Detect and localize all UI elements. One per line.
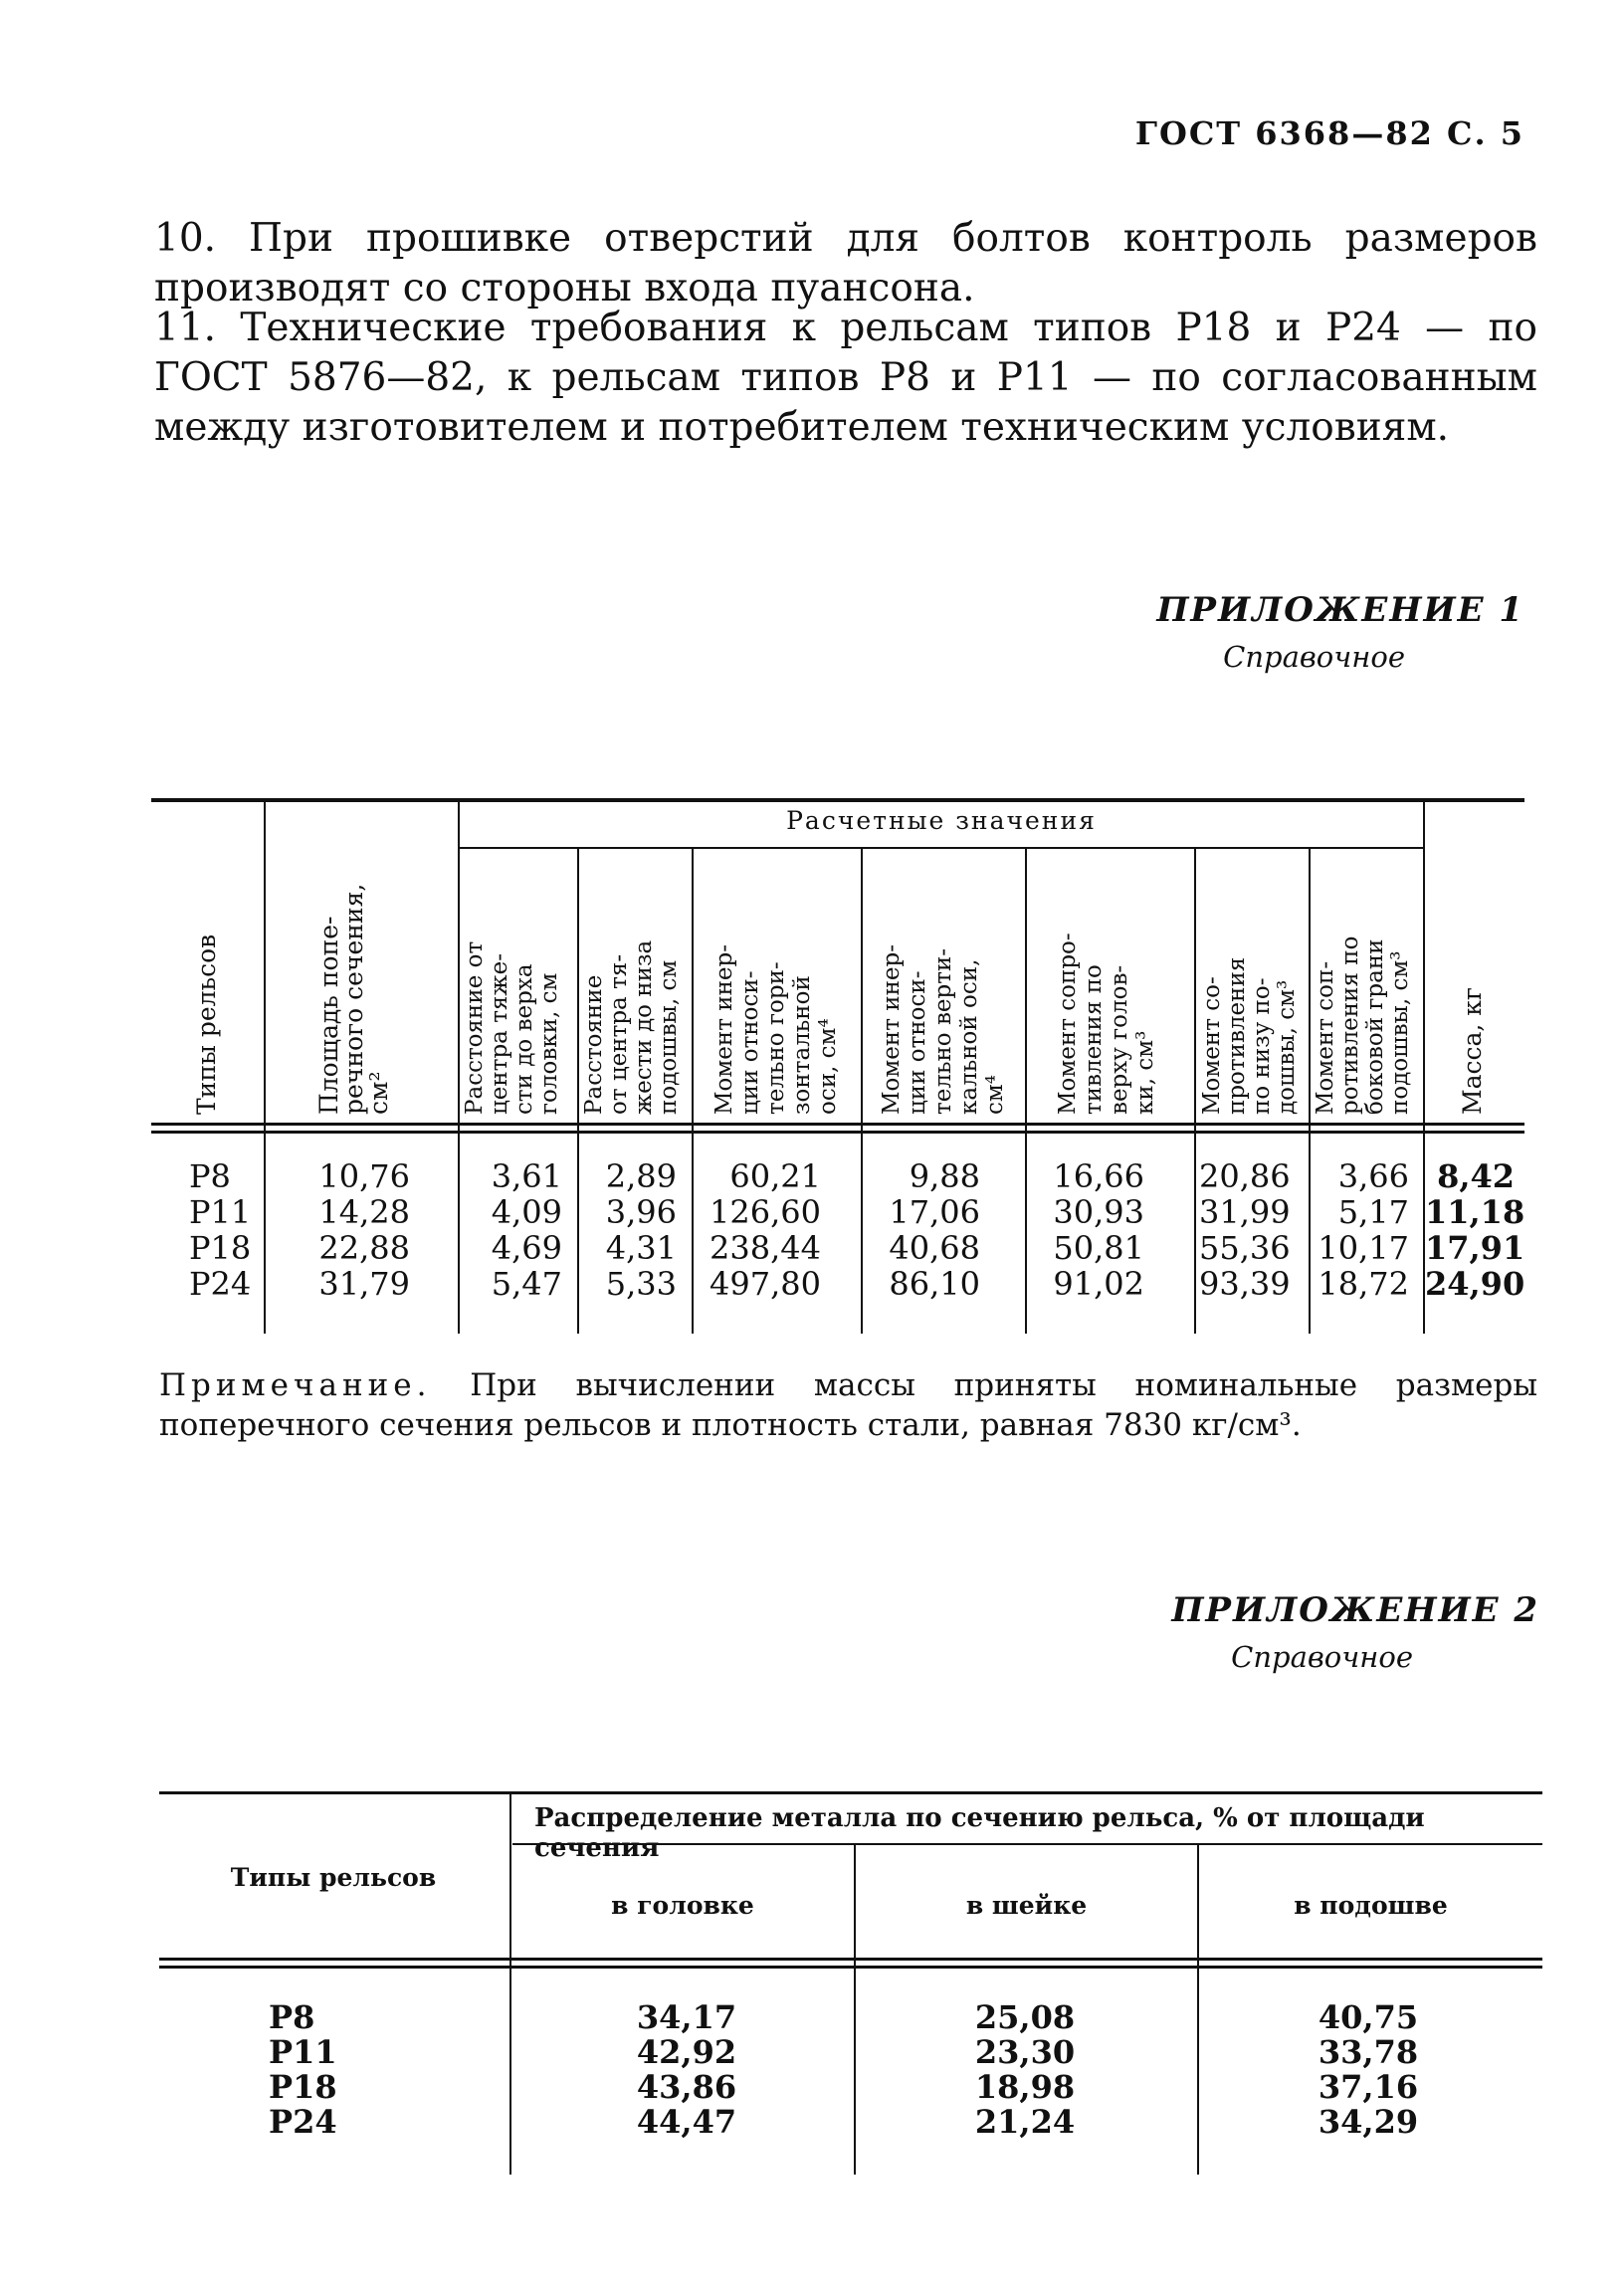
- table-cell: 126,60: [710, 1193, 821, 1231]
- col-header-moment-v-line: см⁴: [982, 1075, 1008, 1115]
- paragraph-10-line-1: 10. При прошивке отверстий для болтов контроль размеров: [154, 216, 1537, 261]
- table-cell: 34,17: [636, 1998, 737, 2036]
- col-header-type: [194, 891, 219, 1115]
- table-cell: 8,42: [1437, 1157, 1515, 1195]
- col-header-w-top-line: ки, см³: [1132, 1030, 1158, 1115]
- table-cell: 18,72: [1318, 1265, 1409, 1303]
- table-cell: 4,31: [605, 1229, 677, 1267]
- table-cell: 60,21: [729, 1157, 821, 1195]
- col-header-dist-bottom-line: Расстояние: [581, 974, 607, 1115]
- table-cell: 3,66: [1337, 1157, 1409, 1195]
- table-2-col-head: в головке: [611, 1891, 754, 1920]
- table-1-group-header: Расчетные значения: [786, 806, 1097, 835]
- col-header-moment-v-line: кальной оси,: [956, 958, 982, 1115]
- table-1-header-rule-1: [151, 1123, 1524, 1126]
- appendix-1-title: ПРИЛОЖЕНИЕ 1: [1156, 590, 1524, 630]
- table-1-vline: [577, 849, 579, 1334]
- t1-col-moment-v: [866, 1158, 980, 1302]
- paragraph-10-line-2: производят со стороны входа пуансона.: [154, 266, 975, 311]
- table-cell: 2,89: [605, 1157, 677, 1195]
- col-header-mass-text: Масса, кг: [1458, 986, 1487, 1115]
- col-header-moment-v: [879, 856, 1008, 1115]
- t1-col-w-bottom: [1199, 1158, 1299, 1302]
- col-header-area-line: см²: [364, 1071, 393, 1115]
- col-header-dist-top: [463, 856, 562, 1115]
- table-cell: 40,75: [1318, 1998, 1419, 2036]
- col-header-dist-bottom-line: жести до низа: [631, 939, 657, 1115]
- col-header-moment-v-line: ции относи-: [905, 970, 930, 1115]
- table-cell: 31,79: [318, 1265, 410, 1303]
- table-cell: 21,24: [974, 2103, 1076, 2141]
- col-header-w-side-line: боковой грани: [1362, 938, 1388, 1115]
- col-header-moment-v-line: Момент инер-: [879, 943, 905, 1115]
- col-header-w-top-line: Момент сопро-: [1055, 933, 1081, 1115]
- table-cell: 5,47: [491, 1265, 562, 1303]
- table-cell: 497,80: [710, 1265, 821, 1303]
- table-1-header-rule-2: [151, 1131, 1524, 1134]
- table-2-group-header: Распределение металла по сечению рельса, % от площади сечения: [534, 1803, 1425, 1863]
- appendix-1-subtitle: Справочное: [1223, 640, 1405, 674]
- table-cell: 40,68: [889, 1229, 980, 1267]
- t1-col-moment-h: [697, 1158, 821, 1302]
- col-header-area: [316, 856, 391, 1115]
- table-cell: 10,76: [318, 1157, 410, 1195]
- t2-col-web: [935, 2000, 1115, 2140]
- col-header-dist-top-line: центра тяже-: [487, 953, 512, 1115]
- table-cell: Р8: [189, 1157, 231, 1195]
- col-header-w-side-line: Момент соп-: [1313, 960, 1338, 1115]
- col-header-w-top-line: тивления по: [1081, 964, 1107, 1115]
- table-1-vline: [1194, 849, 1196, 1334]
- col-header-area-line: речного сечения,: [339, 883, 368, 1115]
- table-2-header-rule-1: [159, 1958, 1542, 1961]
- table-1-vline: [1309, 849, 1311, 1334]
- t1-col-w-side: [1312, 1158, 1409, 1302]
- table-cell: 37,16: [1318, 2068, 1419, 2106]
- table-1-vline: [861, 849, 863, 1334]
- table-1-group-rule: [460, 847, 1425, 849]
- page-header: ГОСТ 6368—82 С. 5: [1134, 114, 1524, 152]
- table-cell: Р24: [189, 1265, 252, 1303]
- table-cell: 91,02: [1053, 1265, 1144, 1303]
- t2-col-head: [597, 2000, 776, 2140]
- col-header-dist-top-line: сти до верха: [511, 963, 537, 1115]
- col-header-dist-bottom: [582, 856, 682, 1115]
- table-1-vline: [264, 802, 266, 1334]
- table-cell: 31,99: [1199, 1193, 1291, 1231]
- col-header-w-bottom: [1200, 856, 1300, 1115]
- table-1-vline: [692, 849, 694, 1334]
- t1-col-mass: [1425, 1157, 1525, 1303]
- table-cell: 5,17: [1337, 1193, 1409, 1231]
- table-1-vline: [458, 802, 460, 1334]
- appendix-2-subtitle: Справочное: [1231, 1640, 1413, 1674]
- note-line-1: При вычислении массы приняты номинальные размеры: [470, 1367, 1537, 1403]
- col-header-dist-top-line: Расстояние от: [462, 940, 488, 1115]
- t1-col-w-top: [1030, 1158, 1144, 1302]
- table-cell: 42,92: [636, 2033, 737, 2071]
- table-cell: 34,29: [1318, 2103, 1419, 2141]
- t1-col-type: [189, 1157, 252, 1303]
- table-cell: Р24: [269, 2103, 337, 2141]
- table-cell: 3,96: [605, 1193, 677, 1231]
- table-cell: 20,86: [1199, 1157, 1291, 1195]
- table-cell: 16,66: [1053, 1157, 1144, 1195]
- appendix-2-title: ПРИЛОЖЕНИЕ 2: [1171, 1590, 1539, 1630]
- table-cell: 86,10: [889, 1265, 980, 1303]
- col-header-w-side-line: подошвы, см³: [1387, 950, 1413, 1115]
- t1-col-dist-bottom: [587, 1158, 677, 1302]
- table-cell: 55,36: [1199, 1229, 1291, 1267]
- col-header-w-bottom-line: Момент со-: [1199, 976, 1225, 1115]
- col-header-dist-top-line: головки, см: [536, 972, 562, 1115]
- note-line-2: поперечного сечения рельсов и плотность стали, равная 7830 кг/см³.: [159, 1407, 1302, 1443]
- table-cell: 4,09: [491, 1193, 562, 1231]
- table-2-top-rule: [159, 1791, 1542, 1794]
- table-cell: 10,17: [1318, 1229, 1409, 1267]
- table-cell: 33,78: [1318, 2033, 1419, 2071]
- table-cell: 17,91: [1425, 1229, 1525, 1267]
- table-cell: 4,69: [491, 1229, 562, 1267]
- col-header-w-bottom-line: по низу по-: [1249, 977, 1275, 1115]
- table-cell: 3,61: [491, 1157, 562, 1195]
- paragraph-10: [154, 214, 1537, 313]
- col-header-mass: [1460, 955, 1485, 1115]
- t1-col-dist-top: [468, 1158, 562, 1302]
- table-cell: 238,44: [710, 1229, 821, 1267]
- col-header-moment-h-line: ции относи-: [737, 970, 763, 1115]
- t1-col-area: [299, 1158, 410, 1302]
- table-1-top-rule: [151, 798, 1524, 802]
- col-header-w-top: [1055, 856, 1158, 1115]
- col-header-moment-h-line: оси, см⁴: [815, 1018, 841, 1115]
- table-2-header-rule-2: [159, 1966, 1542, 1969]
- table-2-col-type: Типы рельсов: [230, 1863, 437, 1892]
- paragraph-11-line-3: между изготовителем и потребителем техническим условиям.: [154, 405, 1450, 450]
- col-header-w-side: [1314, 856, 1413, 1115]
- t2-col-foot: [1279, 2000, 1458, 2140]
- paragraph-11-line-1: 11. Технические требования к рельсам типов Р18 и Р24 — по: [154, 306, 1537, 350]
- table-cell: 25,08: [974, 1998, 1076, 2036]
- col-header-w-bottom-line: противления: [1224, 956, 1250, 1115]
- t2-col-type: [269, 2000, 368, 2140]
- table-cell: 17,06: [889, 1193, 980, 1231]
- table-cell: 44,47: [636, 2103, 737, 2141]
- table-cell: 5,33: [605, 1265, 677, 1303]
- table-1-vline: [1025, 849, 1027, 1334]
- table-2-col-foot: в подошве: [1294, 1891, 1448, 1920]
- paragraph-11-line-2: ГОСТ 5876—82, к рельсам типов Р8 и Р11 — по согласованным: [154, 355, 1537, 400]
- table-cell: 18,98: [974, 2068, 1076, 2106]
- table-cell: Р11: [269, 2033, 337, 2071]
- table-cell: 14,28: [318, 1193, 410, 1231]
- col-header-w-side-line: ротивления по: [1337, 936, 1363, 1115]
- table-cell: 22,88: [318, 1229, 410, 1267]
- col-header-moment-h-line: тельно гори-: [763, 961, 789, 1115]
- col-header-dist-bottom-line: подошвы, см: [656, 959, 682, 1115]
- table-cell: Р8: [269, 1998, 315, 2036]
- col-header-moment-h: [711, 856, 841, 1115]
- col-header-moment-v-line: тельно верти-: [930, 947, 956, 1115]
- note-label: Примечание.: [159, 1367, 432, 1403]
- table-cell: 50,81: [1053, 1229, 1144, 1267]
- table-cell: 43,86: [636, 2068, 737, 2106]
- table-cell: Р18: [189, 1229, 252, 1267]
- table-cell: 9,88: [909, 1157, 980, 1195]
- col-header-w-top-line: верху голов-: [1107, 964, 1132, 1115]
- col-header-dist-bottom-line: от центра тя-: [606, 953, 632, 1115]
- col-header-type-text: Типы рельсов: [192, 934, 221, 1115]
- table-cell: Р18: [269, 2068, 337, 2106]
- col-header-moment-h-line: зонтальной: [789, 975, 815, 1115]
- table-2-col-web: в шейке: [965, 1891, 1088, 1920]
- col-header-w-bottom-line: дошвы, см³: [1274, 979, 1300, 1115]
- table-cell: 24,90: [1425, 1265, 1525, 1303]
- appendix-1-note: [159, 1365, 1537, 1445]
- table-cell: 93,39: [1199, 1265, 1291, 1303]
- table-cell: 23,30: [974, 2033, 1076, 2071]
- table-cell: 30,93: [1053, 1193, 1144, 1231]
- col-header-moment-h-line: Момент инер-: [711, 943, 737, 1115]
- col-header-area-line: Площадь попе-: [314, 916, 343, 1115]
- table-cell: Р11: [189, 1193, 252, 1231]
- paragraph-11: [154, 304, 1537, 453]
- table-2-vline: [509, 1794, 511, 2175]
- table-cell: 11,18: [1425, 1193, 1525, 1231]
